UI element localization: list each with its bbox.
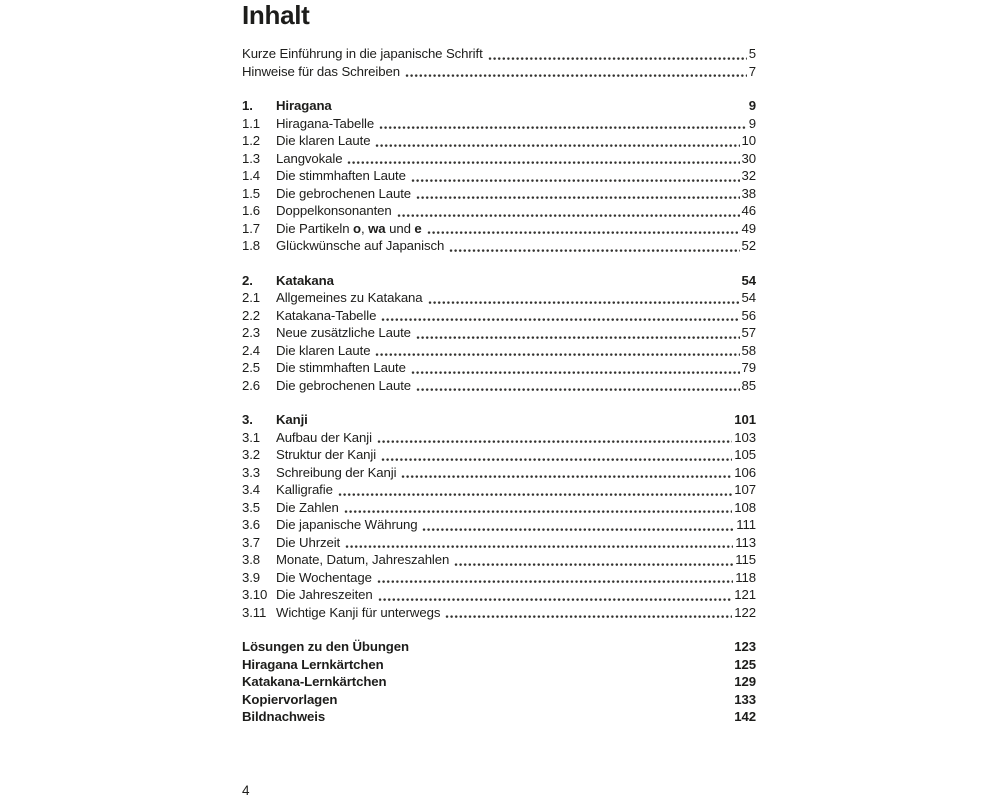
toc-entry [242, 464, 756, 482]
entry-number: 2.3 [242, 325, 261, 340]
entry-title: Die gebrochenen Laute [276, 185, 412, 201]
toc-entry [242, 220, 756, 238]
entry-title: Katakana [276, 272, 334, 288]
entry-number: 3.6 [242, 517, 261, 532]
toc-entry [242, 167, 756, 185]
entry-page-number: 118 [735, 569, 756, 585]
toc-entry [242, 569, 756, 587]
dot-leader [381, 317, 739, 322]
entry-number: 2. [242, 272, 253, 288]
entry-number: 3. [242, 412, 253, 427]
entry-title: Langvokale [276, 150, 343, 166]
entry-page-number: 105 [734, 447, 756, 462]
entry-number: 1.1 [242, 115, 261, 131]
toc-entry [242, 307, 756, 325]
dot-leader [454, 562, 733, 567]
toc-entry [242, 45, 756, 63]
entry-title: Kalligrafie [276, 482, 333, 497]
entry-title: Kanji [276, 412, 308, 427]
dot-leader [411, 370, 740, 375]
dot-leader [344, 509, 733, 514]
toc-entry [242, 534, 756, 552]
toc-entry [242, 132, 756, 150]
entry-page-number: 115 [735, 552, 756, 567]
entry-page-number: 107 [734, 482, 756, 497]
dot-leader [377, 439, 732, 444]
entry-number: 2.2 [242, 307, 261, 323]
entry-page-number: 56 [741, 307, 756, 323]
toc-entry [242, 429, 756, 447]
entry-page-number: 46 [741, 203, 756, 218]
toc-entry [242, 516, 756, 534]
entry-page-number: 106 [734, 464, 756, 480]
toc-section [242, 272, 756, 395]
toc-entry [242, 359, 756, 377]
toc-entry [242, 324, 756, 342]
toc-entry [242, 446, 756, 464]
entry-title: Glückwünsche auf Japanisch [276, 238, 445, 253]
entry-title: Die Zahlen [276, 499, 339, 515]
entry-page-number: 121 [734, 587, 756, 602]
page-footer-number: 4 [242, 783, 250, 798]
entry-page-number: 54 [741, 272, 756, 288]
entry-title: Wichtige Kanji für unterwegs [276, 604, 441, 620]
entry-title-segment: , [361, 220, 369, 236]
section-header [242, 97, 756, 115]
entry-number: 1.2 [242, 133, 261, 148]
entry-number: 3.10 [242, 587, 268, 602]
entry-number: 2.1 [242, 290, 261, 305]
page-title: Inhalt [242, 0, 310, 30]
entry-title: Monate, Datum, Jahreszahlen [276, 552, 450, 567]
entry-title: Hinweise für das Schreiben [242, 63, 400, 79]
entry-page-number: 57 [741, 325, 756, 340]
entry-page-number: 122 [734, 604, 756, 620]
entry-number: 1.6 [242, 203, 261, 218]
toc-section [242, 411, 756, 621]
sections-container [242, 97, 756, 621]
entry-title: Struktur der Kanji [276, 447, 377, 462]
entry-number: 3.9 [242, 569, 261, 585]
entry-number: 3.7 [242, 534, 261, 550]
entry-page-number: 113 [735, 534, 756, 550]
entry-page-number: 133 [734, 691, 756, 707]
toc-entry [242, 499, 756, 517]
entry-title-segment: wa [368, 220, 386, 236]
entry-page-number: 9 [748, 98, 756, 113]
toc-entry [242, 289, 756, 307]
entry-title: Schreibung der Kanji [276, 464, 397, 480]
entry-page-number: 9 [748, 115, 756, 131]
entry-number: 1.4 [242, 168, 261, 183]
dot-leader [401, 474, 732, 479]
entry-title: Hiragana [276, 98, 332, 113]
entry-title-segment: o [353, 220, 361, 236]
entry-title: Aufbau der Kanji [276, 429, 372, 445]
entry-page-number: 54 [741, 290, 756, 305]
dot-leader [449, 248, 739, 253]
dot-leader [381, 457, 732, 462]
entry-number: 3.5 [242, 499, 261, 515]
dot-leader [445, 614, 732, 619]
entry-page-number: 32 [741, 168, 756, 183]
toc-entry [242, 63, 756, 81]
entry-number: 1.8 [242, 238, 261, 253]
entry-title: Die klaren Laute [276, 133, 371, 148]
entry-page-number: 123 [734, 639, 756, 654]
entry-number: 2.5 [242, 360, 261, 375]
entry-page-number: 125 [734, 656, 756, 672]
entry-page-number: 52 [741, 238, 756, 253]
toc-entry [242, 551, 756, 569]
entry-title: Lösungen zu den Übungen [242, 639, 409, 654]
entry-title: Kurze Einführung in die japanische Schrift [242, 46, 483, 61]
back-matter-entry [242, 673, 756, 691]
dot-leader [428, 300, 740, 305]
entry-number: 2.4 [242, 342, 261, 358]
toc-entry [242, 481, 756, 499]
entry-page-number: 103 [734, 429, 756, 445]
dot-leader [416, 335, 740, 340]
entry-number: 3.1 [242, 429, 261, 445]
entry-title: Die stimmhaften Laute [276, 168, 406, 183]
entry-title-segment: Die Partikeln [276, 220, 354, 236]
dot-leader [422, 527, 734, 532]
entry-number: 3.3 [242, 464, 261, 480]
entry-number: 3.11 [242, 604, 267, 620]
entry-page-number: 129 [734, 674, 756, 689]
entry-page-number: 85 [741, 377, 756, 393]
entry-number: 3.4 [242, 482, 261, 497]
entry-page-number: 5 [748, 46, 756, 61]
entry-page-number: 111 [736, 517, 756, 532]
entry-page-number: 30 [741, 150, 756, 166]
dot-leader [397, 213, 740, 218]
entry-title [276, 220, 422, 238]
entry-number: 1.7 [242, 220, 261, 236]
dot-leader [416, 387, 740, 392]
dot-leader [411, 178, 740, 183]
entry-title: Allgemeines zu Katakana [276, 290, 423, 305]
entry-title: Die japanische Währung [276, 517, 418, 532]
entry-title-segment: e [414, 220, 422, 236]
dot-leader [345, 544, 733, 549]
dot-leader [416, 195, 740, 200]
dot-leader [375, 352, 739, 357]
dot-leader [375, 143, 739, 148]
entry-title: Katakana-Tabelle [276, 307, 377, 323]
entry-title: Die klaren Laute [276, 342, 371, 358]
entry-title: Die stimmhaften Laute [276, 360, 406, 375]
entry-number: 1.5 [242, 185, 261, 201]
entry-number: 3.2 [242, 447, 261, 462]
back-matter-entry [242, 656, 756, 674]
section-header [242, 411, 756, 429]
toc-entry [242, 202, 756, 220]
entry-title: Die Uhrzeit [276, 534, 341, 550]
toc-entry [242, 237, 756, 255]
entry-title: Katakana-Lernkärtchen [242, 674, 387, 689]
dot-leader [378, 597, 733, 602]
entry-title: Doppelkonsonanten [276, 203, 392, 218]
entry-page-number: 49 [741, 220, 756, 236]
entry-page-number: 108 [734, 499, 756, 515]
entry-title: Neue zusätzliche Laute [276, 325, 411, 340]
entry-title: Hiragana-Tabelle [276, 115, 375, 131]
toc-content [242, 0, 756, 726]
back-matter-entry [242, 708, 756, 726]
entry-page-number: 58 [741, 342, 756, 358]
toc-entry [242, 342, 756, 360]
dot-leader [377, 579, 733, 584]
back-matter [242, 638, 756, 726]
entry-title: Hiragana Lernkärtchen [242, 656, 384, 672]
entry-title: Kopiervorlagen [242, 691, 338, 707]
toc-entry [242, 115, 756, 133]
toc-entry [242, 150, 756, 168]
entry-number: 1.3 [242, 150, 261, 166]
entry-page-number: 7 [748, 63, 756, 79]
entry-page-number: 101 [734, 412, 756, 427]
back-matter-entry [242, 691, 756, 709]
intro-entries [242, 45, 756, 80]
dot-leader [338, 492, 732, 497]
dot-leader [405, 73, 747, 78]
back-matter-entry [242, 638, 756, 656]
toc-section [242, 97, 756, 255]
entry-page-number: 38 [741, 185, 756, 201]
entry-number: 2.6 [242, 377, 261, 393]
toc-entry [242, 604, 756, 622]
entry-title: Bildnachweis [242, 709, 326, 724]
section-header [242, 272, 756, 290]
entry-number: 3.8 [242, 552, 261, 567]
toc-entry [242, 586, 756, 604]
entry-title: Die Wochentage [276, 569, 372, 585]
entry-page-number: 142 [734, 709, 756, 724]
entry-number: 1. [242, 98, 253, 113]
entry-title: Die Jahreszeiten [276, 587, 373, 602]
dot-leader [488, 56, 747, 61]
entry-page-number: 79 [741, 360, 756, 375]
entry-title: Die gebrochenen Laute [276, 377, 412, 393]
dot-leader [347, 160, 739, 165]
entry-page-number: 10 [741, 133, 756, 148]
entry-title-segment: und [385, 220, 415, 236]
toc-entry [242, 377, 756, 395]
toc-entry [242, 185, 756, 203]
dot-leader [379, 125, 747, 130]
dot-leader [427, 230, 740, 235]
